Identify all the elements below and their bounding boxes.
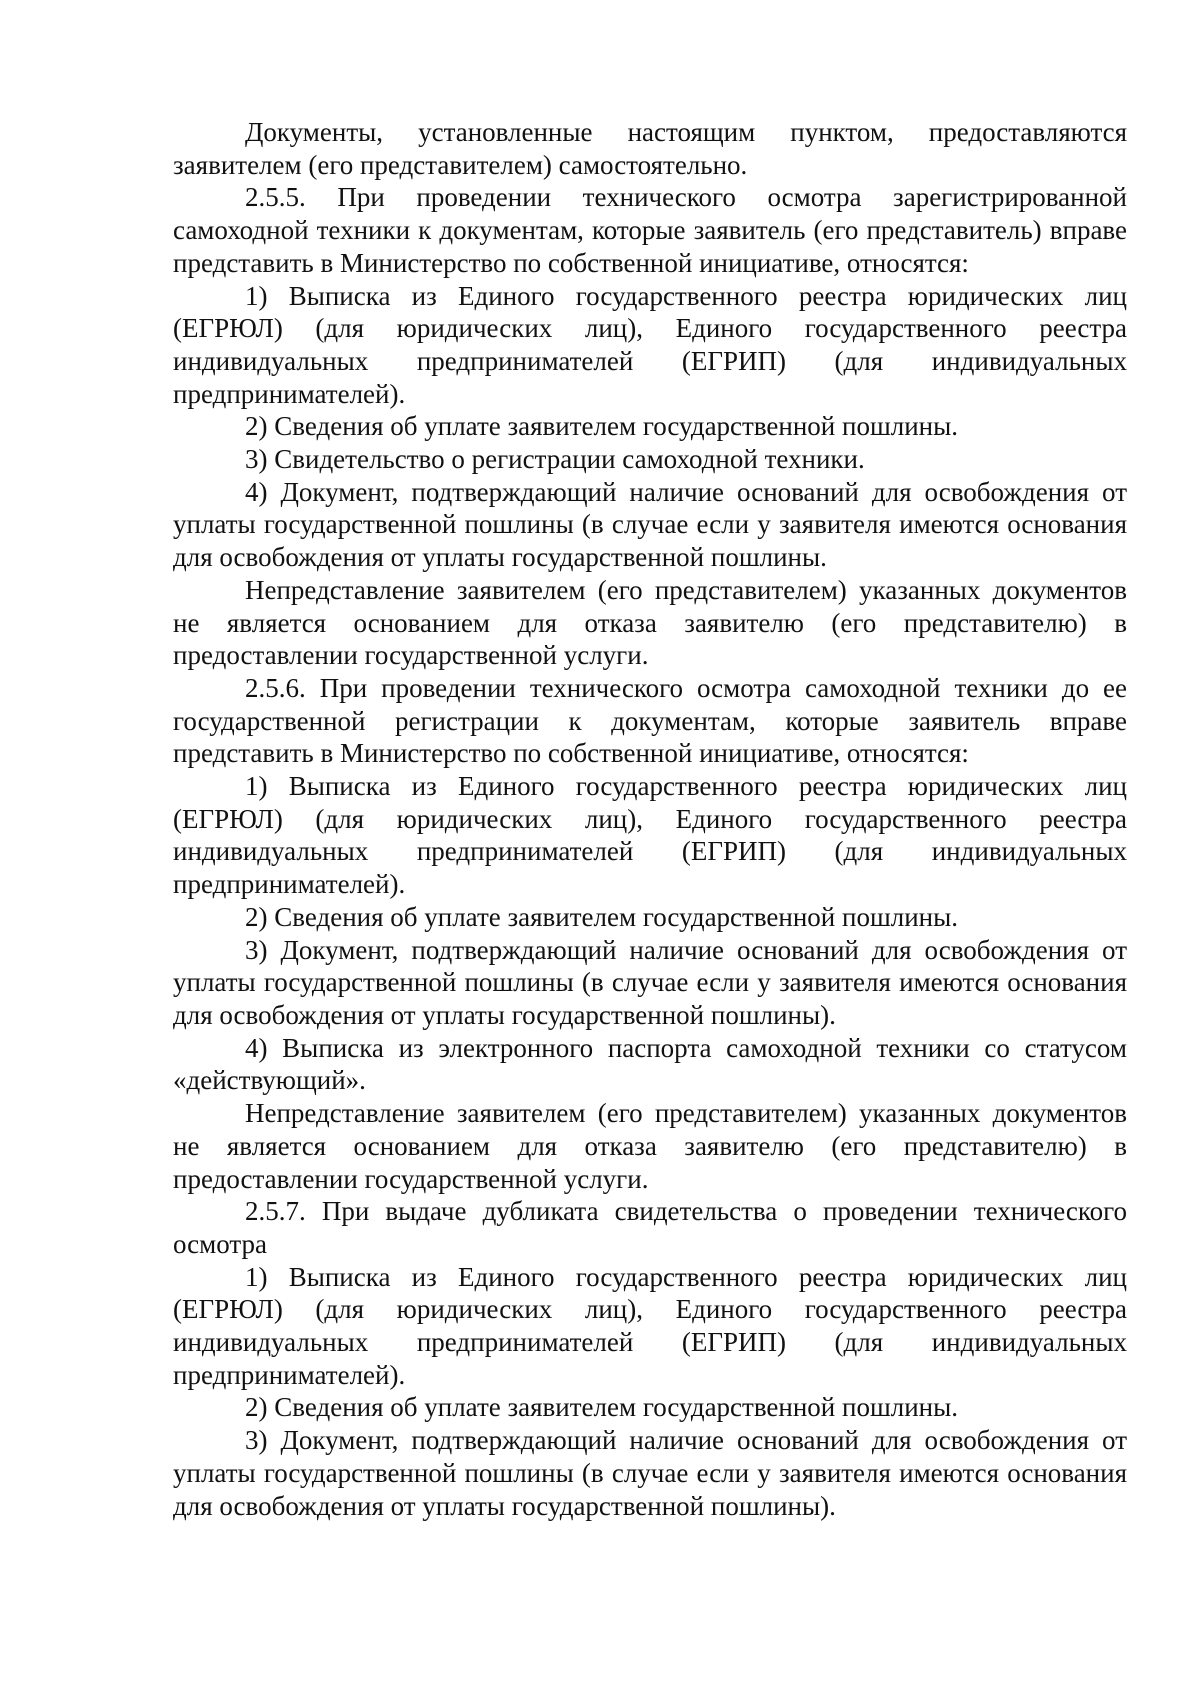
paragraph-2-5-5-non-submission: Непредставление заявителем (его представителем) указанных документов не является основанием для отказа заявителю (его представителю) в предоставлении государственной услуги.	[173, 574, 1127, 671]
paragraph-2-5-6-item-3: 3) Документ, подтверждающий наличие оснований для освобождения от уплаты государственной пошлины (в случае если у заявителя имеются основания для освобождения от уплаты государственной пошлины).	[173, 934, 1127, 1030]
paragraph-2-5-7-heading: 2.5.7. При выдаче дубликата свидетельства о проведении технического осмотра	[173, 1196, 1127, 1259]
paragraph-2-5-6-item-2: 2) Сведения об уплате заявителем государственной пошлины.	[245, 901, 959, 932]
paragraph-2-5-6-heading: 2.5.6. При проведении технического осмотра самоходной техники до ее государственной регистрации к документам, которые заявитель вправе представить в Министерство по собственной инициативе, относятся:	[173, 672, 1127, 769]
paragraph-2-5-5-item-3: 3) Свидетельство о регистрации самоходной техники.	[245, 444, 865, 475]
paragraph-2-5-6-item-4: 4) Выписка из электронного паспорта самоходной техники со статусом «действующий».	[173, 1032, 1127, 1096]
paragraph-2-5-7-item-3: 3) Документ, подтверждающий наличие оснований для освобождения от уплаты государственной пошлины (в случае если у заявителя имеются основания для освобождения от уплаты государственной пошлины).	[173, 1425, 1127, 1521]
paragraph-2-5-6-non-submission: Непредставление заявителем (его представителем) указанных документов не является основанием для отказа заявителю (его представителю) в предоставлении государственной услуги.	[173, 1098, 1127, 1194]
paragraph-2-5-5-heading: 2.5.5. При проведении технического осмотра зарегистрированной самоходной техники к документам, которые заявитель (его представитель) вправе представить в Министерство по собственной инициативе, относятся:	[173, 182, 1127, 278]
paragraph-2-5-5-item-1: 1) Выписка из Единого государственного реестра юридических лиц (ЕГРЮЛ) (для юридических лиц), Единого государственного реестра индивидуальных предпринимателей (ЕГРИП) (для индивидуальных предпринимателей).	[173, 280, 1127, 409]
paragraph-2-5-5-item-2: 2) Сведения об уплате заявителем государственной пошлины.	[245, 411, 959, 442]
paragraph-2-5-7-item-1: 1) Выписка из Единого государственного реестра юридических лиц (ЕГРЮЛ) (для юридических лиц), Единого государственного реестра индивидуальных предпринимателей (ЕГРИП) (для индивидуальных предпринимателей).	[173, 1261, 1127, 1390]
paragraph-documents-self: Документы, установленные настоящим пунктом, предоставляются заявителем (его представителем) самостоятельно.	[173, 117, 1127, 180]
paragraph-2-5-5-item-4: 4) Документ, подтверждающий наличие оснований для освобождения от уплаты государственной пошлины (в случае если у заявителя имеются основания для освобождения от уплаты государственной пошлины.	[173, 476, 1127, 573]
document-body	[173, 116, 1127, 1522]
paragraph-2-5-7-item-2: 2) Сведения об уплате заявителем государственной пошлины.	[245, 1392, 959, 1423]
paragraph-2-5-6-item-1: 1) Выписка из Единого государственного реестра юридических лиц (ЕГРЮЛ) (для юридических лиц), Единого государственного реестра индивидуальных предпринимателей (ЕГРИП) (для индивидуальных предпринимателей).	[173, 771, 1127, 900]
